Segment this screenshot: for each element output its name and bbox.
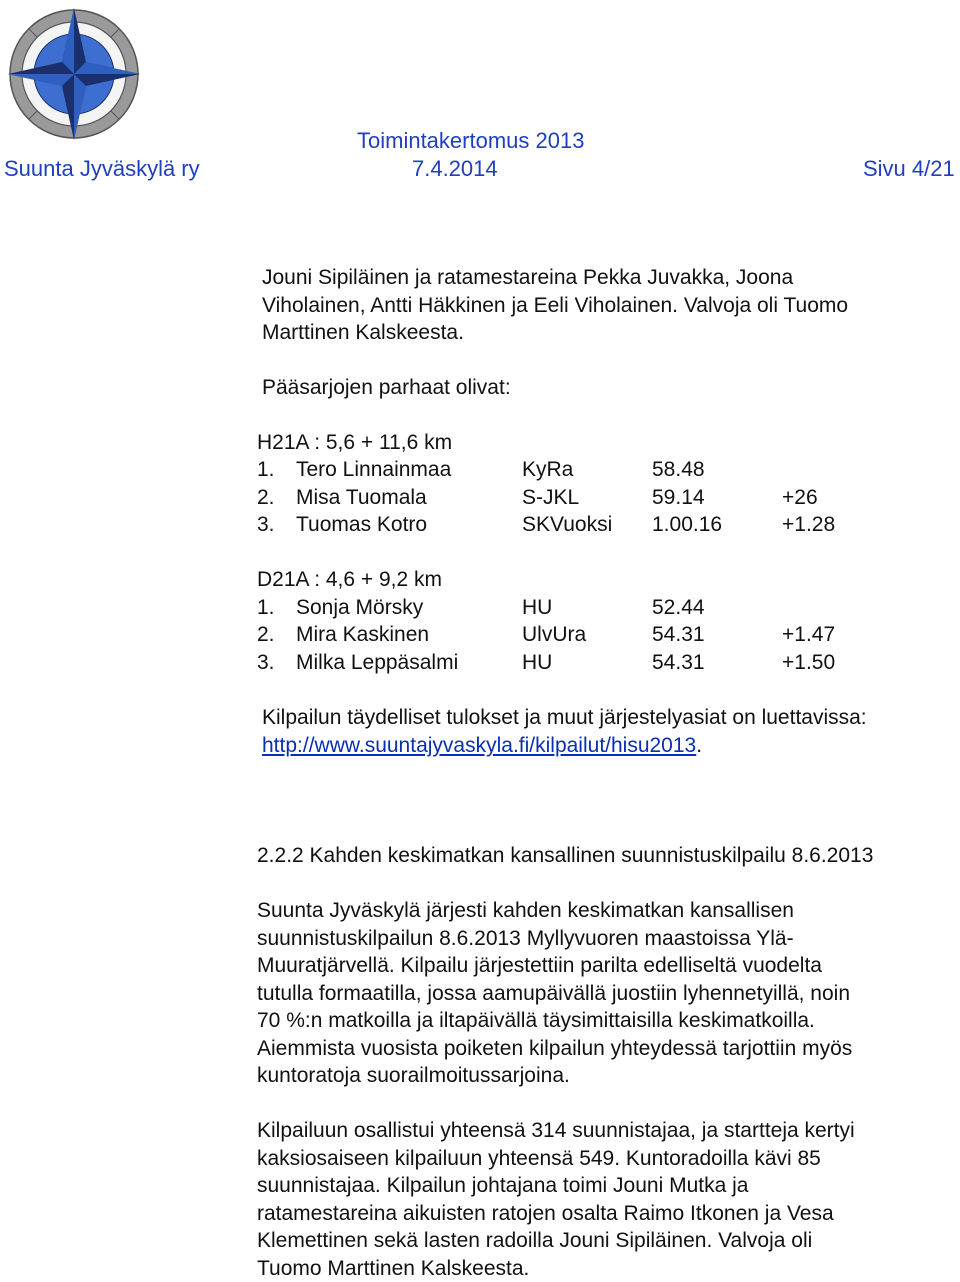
table-row xyxy=(257,511,897,539)
rank: 3. xyxy=(257,511,275,539)
table-row xyxy=(257,456,897,484)
time-diff: +26 xyxy=(782,484,818,512)
results-link[interactable]: http://www.suuntajyvaskyla.fi/kilpailut/hisu2013 xyxy=(262,734,696,757)
club: HU xyxy=(522,649,552,677)
paragraph-line: ratamestareina aikuisten ratojen osalta Raimo Itkonen ja Vesa xyxy=(257,1200,855,1228)
runner-name: Sonja Mörsky xyxy=(296,594,423,622)
h21-class-title: H21A : 5,6 + 11,6 km xyxy=(257,429,452,457)
runner-name: Misa Tuomala xyxy=(296,484,427,512)
results-note: Kilpailun täydelliset tulokset ja muut järjestelyasiat on luettavissa: xyxy=(262,704,867,732)
time: 59.14 xyxy=(652,484,705,512)
paragraph-line: Aiemmista vuosista poiketen kilpailun yhteydessä tarjottiin myös xyxy=(257,1035,852,1063)
table-row xyxy=(257,484,897,512)
d21-class-title: D21A : 4,6 + 9,2 km xyxy=(257,566,442,594)
time: 1.00.16 xyxy=(652,511,722,539)
time-diff: +1.28 xyxy=(782,511,835,539)
paragraph-line: suunnistuskilpailun 8.6.2013 Myllyvuoren maastoissa Ylä- xyxy=(257,925,852,953)
club: KyRa xyxy=(522,456,573,484)
table-row xyxy=(257,594,897,622)
time: 58.48 xyxy=(652,456,705,484)
paragraph-line: Suunta Jyväskylä järjesti kahden keskimatkan kansallisen xyxy=(257,897,852,925)
paragraph-line: suunnistajaa. Kilpailun johtajana toimi Jouni Mutka ja xyxy=(257,1172,855,1200)
paragraph-line: kuntoratoja suorailmoitussarjoina. xyxy=(257,1062,852,1090)
best-results-heading: Pääsarjojen parhaat olivat: xyxy=(262,374,511,402)
runner-name: Milka Leppäsalmi xyxy=(296,649,458,677)
time: 54.31 xyxy=(652,649,705,677)
results-link-suffix: . xyxy=(696,734,702,757)
section-heading: 2.2.2 Kahden keskimatkan kansallinen suunnistuskilpailu 8.6.2013 xyxy=(257,842,873,870)
paragraph-line: Muuratjärvellä. Kilpailu järjestettiin parilta edelliseltä vuodelta xyxy=(257,952,852,980)
rank: 2. xyxy=(257,621,275,649)
paragraph-line: kaksiosaiseen kilpailuun yhteensä 549. Kuntoradoilla kävi 85 xyxy=(257,1145,855,1173)
report-title: Toimintakertomus 2013 xyxy=(357,128,584,154)
paragraph-line: Tuomo Marttinen Kalskeesta. xyxy=(257,1255,855,1282)
club: UlvUra xyxy=(522,621,586,649)
paragraph-participants xyxy=(257,1117,855,1282)
club: SKVuoksi xyxy=(522,511,612,539)
time: 54.31 xyxy=(652,621,705,649)
organization-name: Suunta Jyväskylä ry xyxy=(4,156,200,182)
intro-line: Marttinen Kalskeesta. xyxy=(262,319,848,347)
club: S-JKL xyxy=(522,484,579,512)
paragraph-line: Klemettinen sekä lasten radoilla Jouni Sipiläinen. Valvoja oli xyxy=(257,1227,855,1255)
paragraph-line: tutulla formaatilla, jossa aamupäivällä juostiin lyhennetyillä, noin xyxy=(257,980,852,1008)
rank: 1. xyxy=(257,594,275,622)
table-row xyxy=(257,621,897,649)
club: HU xyxy=(522,594,552,622)
rank: 3. xyxy=(257,649,275,677)
runner-name: Tero Linnainmaa xyxy=(296,456,451,484)
intro-paragraph xyxy=(262,264,848,347)
time-diff: +1.47 xyxy=(782,621,835,649)
report-date: 7.4.2014 xyxy=(412,156,498,182)
page-number: Sivu 4/21 xyxy=(863,156,955,182)
paragraph-line: 70 %:n matkoilla ja iltapäivällä täysimittaisilla keskimatkoilla. xyxy=(257,1007,852,1035)
compass-logo-icon xyxy=(6,6,142,142)
time-diff: +1.50 xyxy=(782,649,835,677)
paragraph-competition xyxy=(257,897,852,1090)
results-link-line xyxy=(262,732,702,760)
rank: 2. xyxy=(257,484,275,512)
intro-line: Jouni Sipiläinen ja ratamestareina Pekka Juvakka, Joona xyxy=(262,264,848,292)
paragraph-line: Kilpailuun osallistui yhteensä 314 suunnistajaa, ja startteja kertyi xyxy=(257,1117,855,1145)
runner-name: Mira Kaskinen xyxy=(296,621,429,649)
runner-name: Tuomas Kotro xyxy=(296,511,427,539)
rank: 1. xyxy=(257,456,275,484)
time: 52.44 xyxy=(652,594,705,622)
table-row xyxy=(257,649,897,677)
intro-line: Viholainen, Antti Häkkinen ja Eeli Viholainen. Valvoja oli Tuomo xyxy=(262,292,848,320)
